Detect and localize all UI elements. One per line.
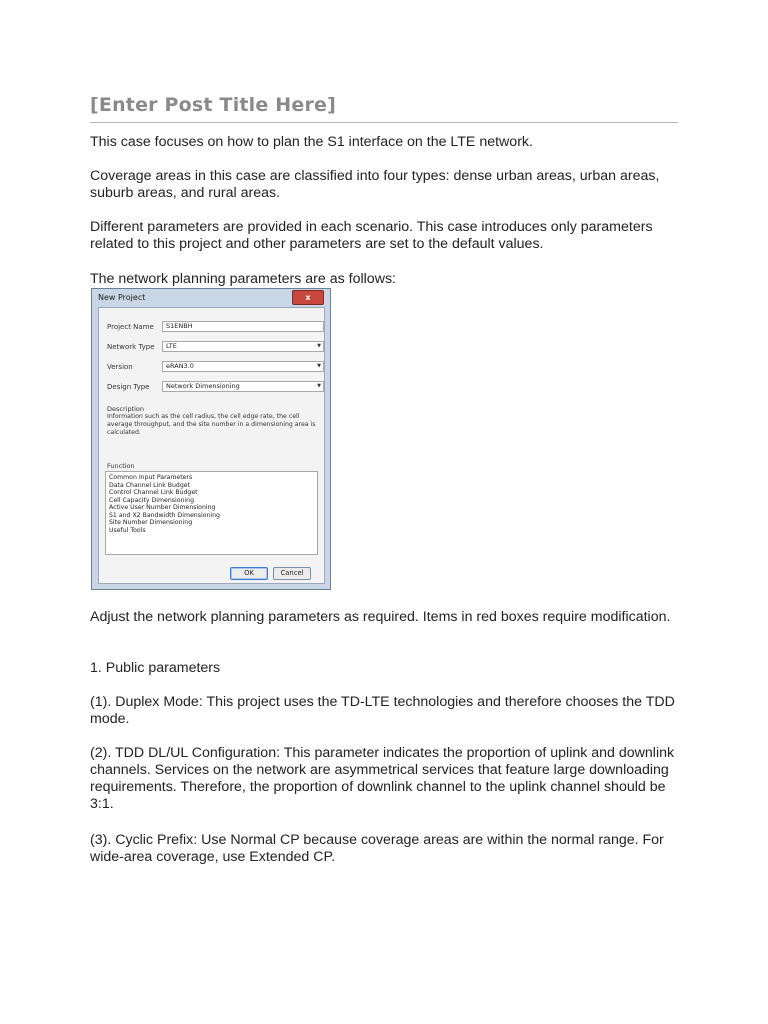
chevron-down-icon: ▼ <box>317 343 321 349</box>
network-type-select[interactable] <box>162 341 324 352</box>
chevron-down-icon: ▼ <box>317 363 321 369</box>
title-divider <box>90 122 678 123</box>
paragraph-duplex: (1). Duplex Mode: This project uses the TD-LTE technologies and therefore chooses the TDD mode. <box>90 694 675 727</box>
chevron-down-icon: ▼ <box>317 383 321 389</box>
version-label: Version <box>107 363 133 371</box>
function-item[interactable]: Common Input Parameters <box>109 474 193 481</box>
description-label: Description <box>107 405 145 413</box>
paragraph-intro: This case focuses on how to plan the S1 interface on the LTE network. <box>90 134 533 150</box>
function-item[interactable]: Data Channel Link Budget <box>109 481 191 489</box>
project-name-label: Project Name <box>107 323 154 331</box>
paragraph-tdd: (2). TDD DL/UL Configuration: This parameter indicates the proportion of uplink and downlink channels. Services on the network are asymmetrical services that feature large downloading requirements. Therefore, the proportion of downlink channel to the uplink channel should be 3:1. <box>90 745 675 812</box>
function-item[interactable]: Control Channel Link Budget <box>109 489 198 496</box>
function-item[interactable]: Site Number Dimensioning <box>109 519 193 526</box>
paragraph-coverage: Coverage areas in this case are classified into four types: dense urban areas, urban areas, suburb areas, and rural areas. <box>90 168 660 201</box>
function-label: Function <box>107 462 135 470</box>
post-title: [Enter Post Title Here] <box>90 94 337 116</box>
close-icon[interactable]: x <box>292 290 324 305</box>
new-project-dialog <box>91 288 331 590</box>
design-type-label: Design Type <box>107 383 150 391</box>
paragraph-public: 1. Public parameters <box>90 660 221 676</box>
cancel-button[interactable]: Cancel <box>273 567 311 580</box>
description-text: Information such as the cell radius, the cell edge rate, the cell average throughput, and the site number in a dimensioning area is calculated. <box>107 413 316 436</box>
paragraph-network: The network planning parameters are as follows: <box>90 271 396 287</box>
dialog-title: New Project <box>98 293 146 302</box>
design-type-value: Network Dimensioning <box>166 382 240 390</box>
ok-button[interactable]: OK <box>230 567 268 580</box>
function-item[interactable]: Active User Number Dimensioning <box>109 504 216 511</box>
version-value: eRAN3.0 <box>166 362 194 370</box>
function-list[interactable] <box>105 471 318 555</box>
paragraph-different: Different parameters are provided in each scenario. This case introduces only parameters related to this project and other parameters are set to the default values. <box>90 219 653 252</box>
paragraph-cyclic: (3). Cyclic Prefix: Use Normal CP because coverage areas are within the normal range. For wide-area coverage, use Extended CP. <box>90 832 664 865</box>
network-type-label: Network Type <box>107 343 155 351</box>
design-type-select[interactable] <box>162 381 324 392</box>
project-name-input[interactable]: S1ENBH <box>162 321 324 332</box>
network-type-value: LTE <box>166 342 177 350</box>
function-item[interactable]: S1 and X2 Bandwidth Dimensioning <box>109 511 220 519</box>
function-item[interactable]: Useful Tools <box>109 526 146 534</box>
dialog-body <box>98 307 325 584</box>
version-select[interactable] <box>162 361 324 372</box>
paragraph-adjust: Adjust the network planning parameters as required. Items in red boxes require modification. <box>90 609 671 625</box>
function-item[interactable]: Cell Capacity Dimensioning <box>109 496 194 504</box>
